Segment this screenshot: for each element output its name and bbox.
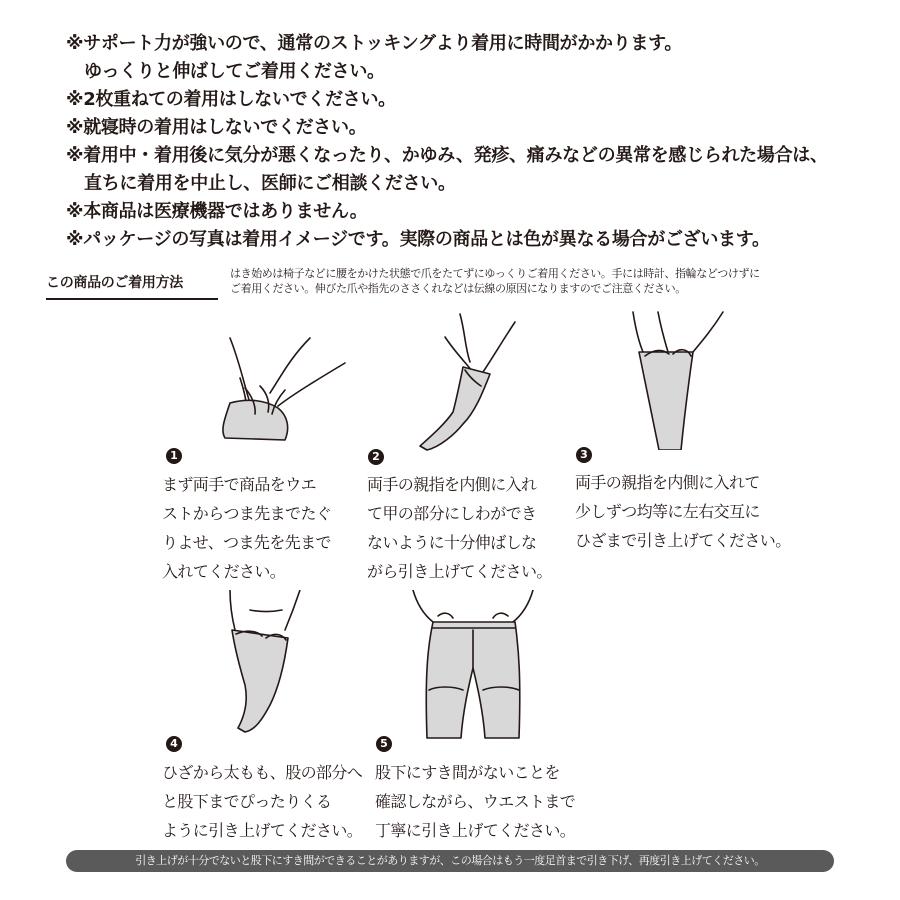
step-4 [160, 590, 375, 845]
step-instructions: ひざから太もも、股の部分へ と股下までぴったりくる ように引き上げてください。 [162, 763, 363, 840]
note-3: ※就寝時の着用はしないでください。 [66, 117, 367, 138]
step-instructions: まず両手で商品をウエ ストからつま先までたぐ りよせ、つま先を先まで 入れてください。 [162, 475, 332, 581]
step-1 [160, 318, 360, 580]
footer-notice: 引き上げが十分でないと股下にすき間ができることがありますが、この場合はもう一度足首まで引き下げ、再度引き上げてください。 [66, 850, 834, 872]
foot-toe-icon [160, 318, 360, 448]
ankle-pull-icon [365, 312, 565, 452]
note-2: ※2枚重ねての着用はしないでください。 [66, 89, 396, 110]
step-5 [373, 590, 588, 845]
waist-pull-icon [403, 590, 563, 740]
note-4: ※着用中・着用後に気分が悪くなったり、かゆみ、発疹、痛みなどの異常を感じられた場合は、 直ちに着用を中止し、医師にご相談ください。 [66, 145, 828, 194]
step-number: 3 [576, 447, 592, 463]
howto-section [46, 264, 866, 304]
step-instructions: 両手の親指を内側に入れて 少しずつ均等に左右交互に ひざまで引き上げてください。 [575, 473, 791, 550]
step-instructions: 両手の親指を内側に入れ て甲の部分にしわができ ないように十分伸ばしな がら引き上げてください。 [367, 475, 552, 581]
step-number: 5 [376, 736, 392, 752]
step-3 [573, 310, 791, 560]
caution-notes [66, 30, 876, 254]
step-2 [365, 312, 570, 582]
note-1: ※サポート力が強いので、通常のストッキングより着用に時間がかかります。 ゆっくりと伸ばしてご着用ください。 [66, 33, 683, 82]
thigh-pull-icon [200, 590, 350, 735]
step-instructions: 股下にすき間がないことを 確認しながら、ウエストまで 丁寧に引き上げてください。 [375, 763, 576, 840]
note-5: ※本商品は医療機器ではありません。 [66, 201, 368, 222]
howto-description: はき始めは椅子などに腰をかけた状態で爪をたてずにゆっくりご着用ください。手には時計、指輪などつけずに ご着用ください。伸びた爪や指先のささくれなどは伝線の原因になりますのでご注意ください。 [230, 267, 760, 295]
howto-label: この商品のご着用方法 [46, 268, 218, 300]
step-number: 1 [166, 448, 182, 464]
step-number: 2 [368, 449, 384, 465]
note-6: ※パッケージの写真は着用イメージです。実際の商品とは色が異なる場合がございます。 [66, 229, 770, 250]
step-number: 4 [166, 736, 182, 752]
knee-pull-icon [573, 310, 773, 450]
